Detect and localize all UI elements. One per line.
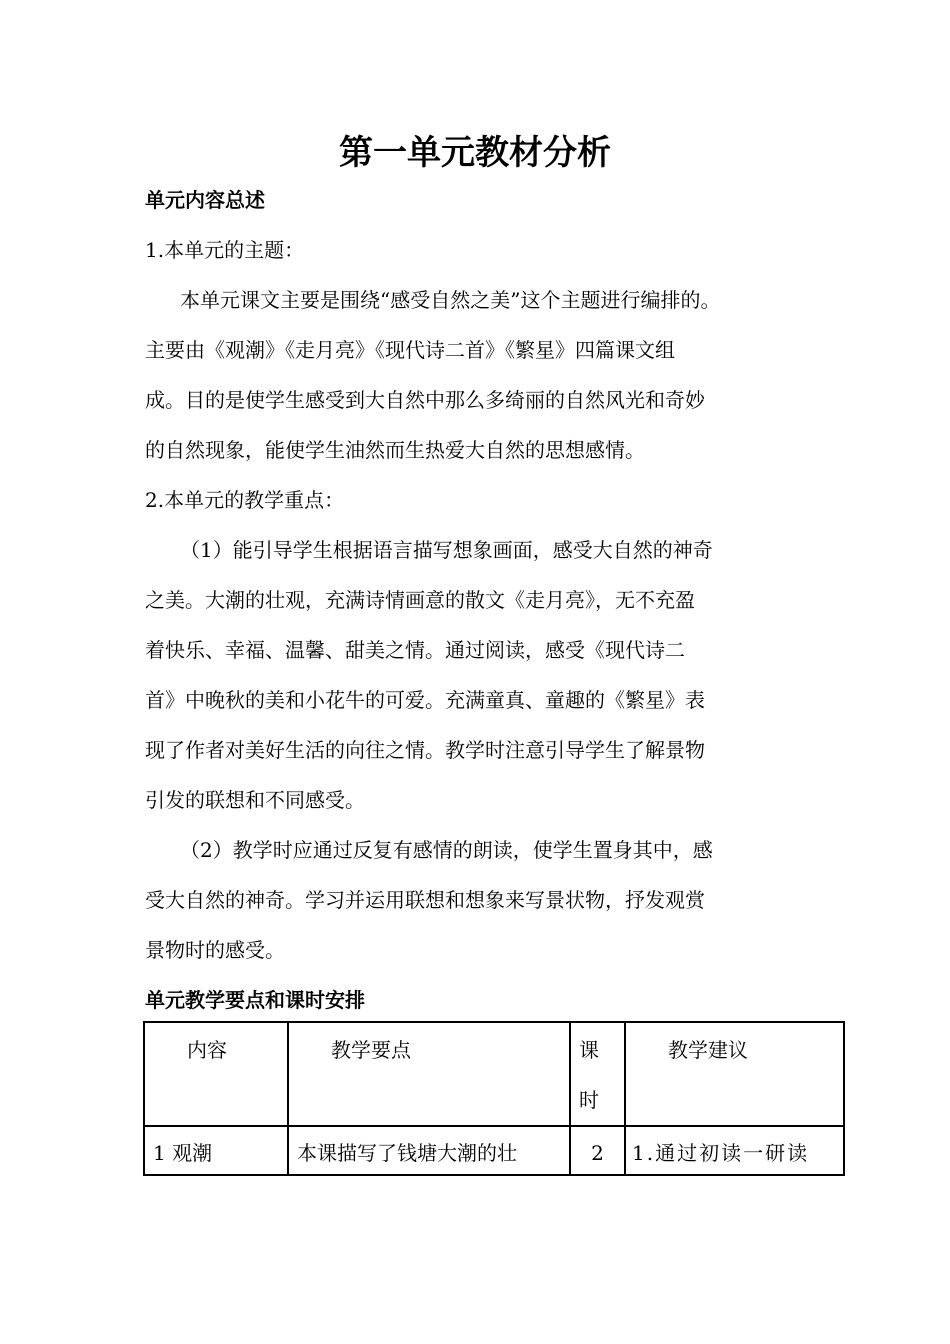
paragraph-line: （1）能引导学生根据语言描写想象画面，感受大自然的神奇 xyxy=(180,538,713,562)
paragraph-line: 主要由《观潮》《走月亮》《现代诗二首》《繁星》四篇课文组 xyxy=(145,338,675,362)
paragraph-line: 成。目的是使学生感受到大自然中那么多绮丽的自然风光和奇妙 xyxy=(145,388,705,412)
paragraph-line: （2）教学时应通过反复有感情的朗读，使学生置身其中，感 xyxy=(180,838,713,862)
paragraph-line: 本单元课文主要是围绕“感受自然之美”这个主题进行编排的。 xyxy=(180,288,721,312)
paragraph-line: 现了作者对美好生活的向往之情。教学时注意引导学生了解景物 xyxy=(145,738,705,762)
paragraph-line: 之美。大潮的壮观，充满诗情画意的散文《走月亮》，无不充盈 xyxy=(145,588,695,612)
paragraph-line: 的自然现象，能使学生油然而生热爱大自然的思想感情。 xyxy=(145,438,645,462)
table-header-cell: 教学建议 xyxy=(625,1022,844,1126)
table-cell: 1 观潮 xyxy=(144,1126,288,1175)
section-heading-plan: 单元教学要点和课时安排 xyxy=(145,988,365,1012)
page-title: 第一单元教材分析 xyxy=(339,133,611,173)
item-title-theme: 1.本单元的主题： xyxy=(145,238,305,262)
lesson-plan-table xyxy=(143,1021,845,1176)
table-header-row xyxy=(144,1022,844,1126)
table-row xyxy=(144,1126,844,1175)
table-cell: 1.通过初读一研读 xyxy=(625,1126,844,1175)
section-heading-summary: 单元内容总述 xyxy=(145,188,265,212)
table-cell: 2 xyxy=(570,1126,625,1175)
table-header-cell: 课 时 xyxy=(570,1022,625,1126)
table-header-cell: 内容 xyxy=(144,1022,288,1126)
table-cell: 本课描写了钱塘大潮的壮 xyxy=(288,1126,570,1175)
paragraph-line: 首》中晚秋的美和小花牛的可爱。充满童真、童趣的《繁星》表 xyxy=(145,688,705,712)
paragraph-line: 引发的联想和不同感受。 xyxy=(145,788,365,812)
paragraph-line: 受大自然的神奇。学习并运用联想和想象来写景状物，抒发观赏 xyxy=(145,888,705,912)
paragraph-line: 着快乐、幸福、温馨、甜美之情。通过阅读，感受《现代诗二 xyxy=(145,638,685,662)
paragraph-line: 景物时的感受。 xyxy=(145,938,285,962)
item-title-focus: 2.本单元的教学重点： xyxy=(145,488,345,512)
table-header-cell: 教学要点 xyxy=(288,1022,570,1126)
